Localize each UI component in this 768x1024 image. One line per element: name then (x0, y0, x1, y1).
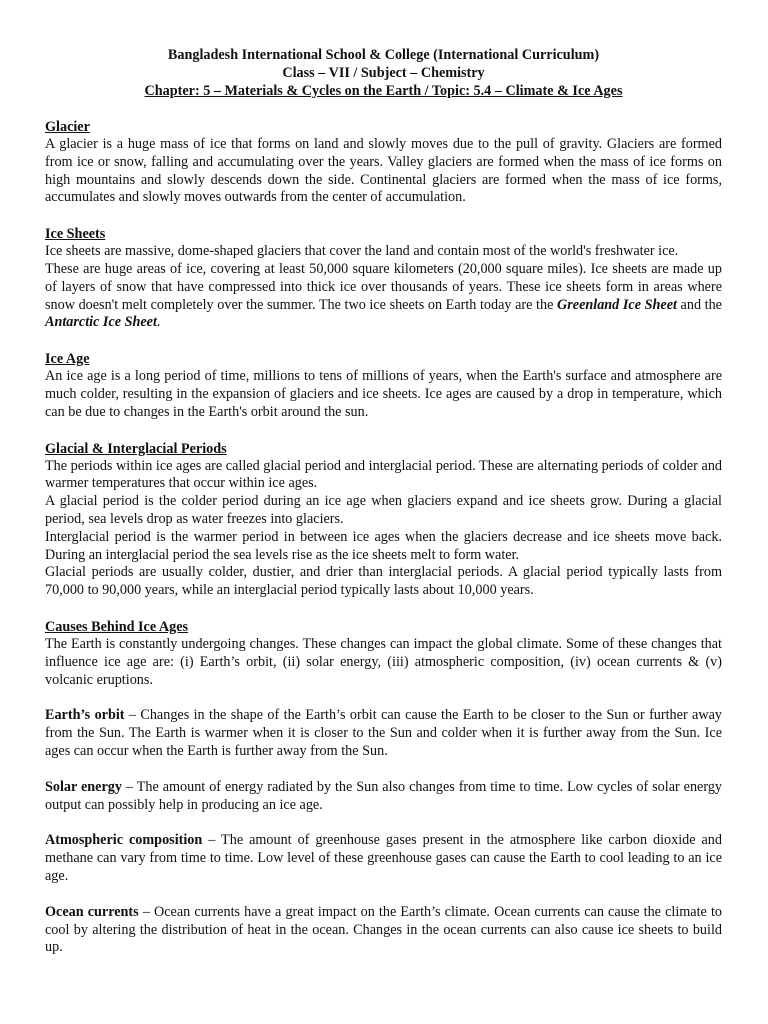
heading-causes: Causes Behind Ice Ages (45, 618, 189, 635)
heading-glacier: Glacier (45, 119, 90, 135)
document-page (45, 46, 722, 957)
text-atmospheric: – The amount of greenhouse gases present in the atmosphere like carbon dioxide and methane can vary from time to time. Low level of these greenhouse gases can cause the Earth to cool leading to an ice age. (45, 832, 722, 884)
paragraph-ice-sheets-intro: Ice sheets are massive, dome-shaped glaciers that cover the land and contain most of the world's freshwater ice. (45, 243, 679, 260)
paragraph-glacier: A glacier is a huge mass of ice that forms on land and slowly moves due to the pull of gravity. Glaciers are formed from ice or snow, falling and accumulating over the years. Valley glaciers are formed when the mass of ice forms on high mountains and slowly descends down the side. Continental glaciers are formed when the mass of ice forms, accumulates and slowly moves outwards from the center of accumulation. (45, 136, 722, 206)
ice-sheets-end: . (156, 314, 161, 331)
greenland-ice-sheet: Greenland Ice Sheet (557, 296, 677, 313)
antarctic-ice-sheet: Antarctic Ice Sheet (45, 314, 157, 331)
heading-ice-age: Ice Age (45, 351, 90, 368)
paragraph-periods-2: A glacial period is the colder period during an ice age when glaciers expand and ice sheets grow. During a glacial period, sea levels drop as water freezes into glaciers. (45, 493, 722, 527)
school-name: Bangladesh International School & College (International Curriculum) (167, 47, 600, 63)
section-earth-orbit (45, 707, 722, 760)
section-causes (45, 618, 722, 689)
chapter-topic: Chapter: 5 – Materials & Cycles on the Earth / Topic: 5.4 – Climate & Ice Ages (144, 83, 623, 99)
term-atmospheric: Atmospheric composition (45, 832, 203, 849)
paragraph-ocean-currents (45, 904, 722, 957)
section-ocean-currents (45, 904, 722, 957)
heading-periods: Glacial & Interglacial Periods (45, 440, 227, 457)
document-header (45, 46, 722, 100)
paragraph-solar-energy (45, 779, 722, 815)
term-earth-orbit: Earth’s orbit (45, 707, 125, 724)
term-ocean-currents: Ocean currents (45, 903, 139, 920)
paragraph-ice-sheets (45, 261, 722, 332)
section-ice-sheets (45, 225, 722, 332)
ice-sheets-text: These are huge areas of ice, covering at least 50,000 square kilometers (20,000 square miles). Ice sheets are made up of layers of snow that have compressed into thick ice over thousands of years. These ice sheets form in areas where snow doesn't melt completely over the summer. The two ice sheets on Earth today are the (45, 260, 722, 313)
section-atmospheric (45, 832, 722, 885)
class-subject: Class – VII / Subject – Chemistry (282, 65, 485, 81)
term-solar-energy: Solar energy (45, 778, 122, 795)
paragraph-atmospheric (45, 832, 722, 885)
ice-sheets-and: and the (676, 296, 722, 313)
paragraph-causes: The Earth is constantly undergoing changes. These changes can impact the global climate. Some of these changes that influence ice age are: (i) Earth’s orbit, (ii) solar energy, (iii) atmospheric composition, (iv) ocean currents & (v) volcanic eruptions. (45, 635, 722, 688)
section-glacier (45, 118, 722, 207)
paragraph-periods-1: The periods within ice ages are called glacial period and interglacial period. These are alternating periods of colder and warmer temperatures that occur within ice ages. (45, 457, 722, 492)
paragraph-ice-age: An ice age is a long period of time, millions to tens of millions of years, when the Earth's surface and atmosphere are much colder, resulting in the expansion of glaciers and ice sheets. Ice ages are caused by a drop in temperature, which can be due to changes in the Earth's orbit around the sun. (45, 368, 722, 420)
text-solar-energy: – The amount of energy radiated by the Sun also changes from time to time. Low cycles of solar energy output can possibly help in producing an ice age. (45, 778, 723, 813)
paragraph-periods-3: Interglacial period is the warmer period in between ice ages when the glaciers decrease and ice sheets move back. During an interglacial period the sea levels rise as the ice sheets melt to form water. (45, 528, 722, 563)
text-earth-orbit: – Changes in the shape of the Earth’s orbit can cause the Earth to be closer to the Sun or further away from the Sun. The Earth is warmer when it is closer to the Sun and colder when it is further away from the Sun. Ice ages can occur when the Earth is further away from the Sun. (45, 707, 722, 759)
paragraph-periods-4: Glacial periods are usually colder, dustier, and drier than interglacial periods. A glacial period typically lasts from 70,000 to 90,000 years, while an interglacial period typically lasts about 10,000 years. (45, 564, 722, 599)
section-periods (45, 440, 722, 600)
section-ice-age (45, 350, 722, 421)
heading-ice-sheets: Ice Sheets (45, 226, 106, 243)
section-solar-energy (45, 779, 722, 815)
paragraph-earth-orbit (45, 707, 722, 760)
text-ocean-currents: – Ocean currents have a great impact on the Earth’s climate. Ocean currents can cause the climate to cool by altering the distribution of heat in the ocean. Changes in the ocean currents can also cause ice sheets to build up. (45, 903, 722, 956)
